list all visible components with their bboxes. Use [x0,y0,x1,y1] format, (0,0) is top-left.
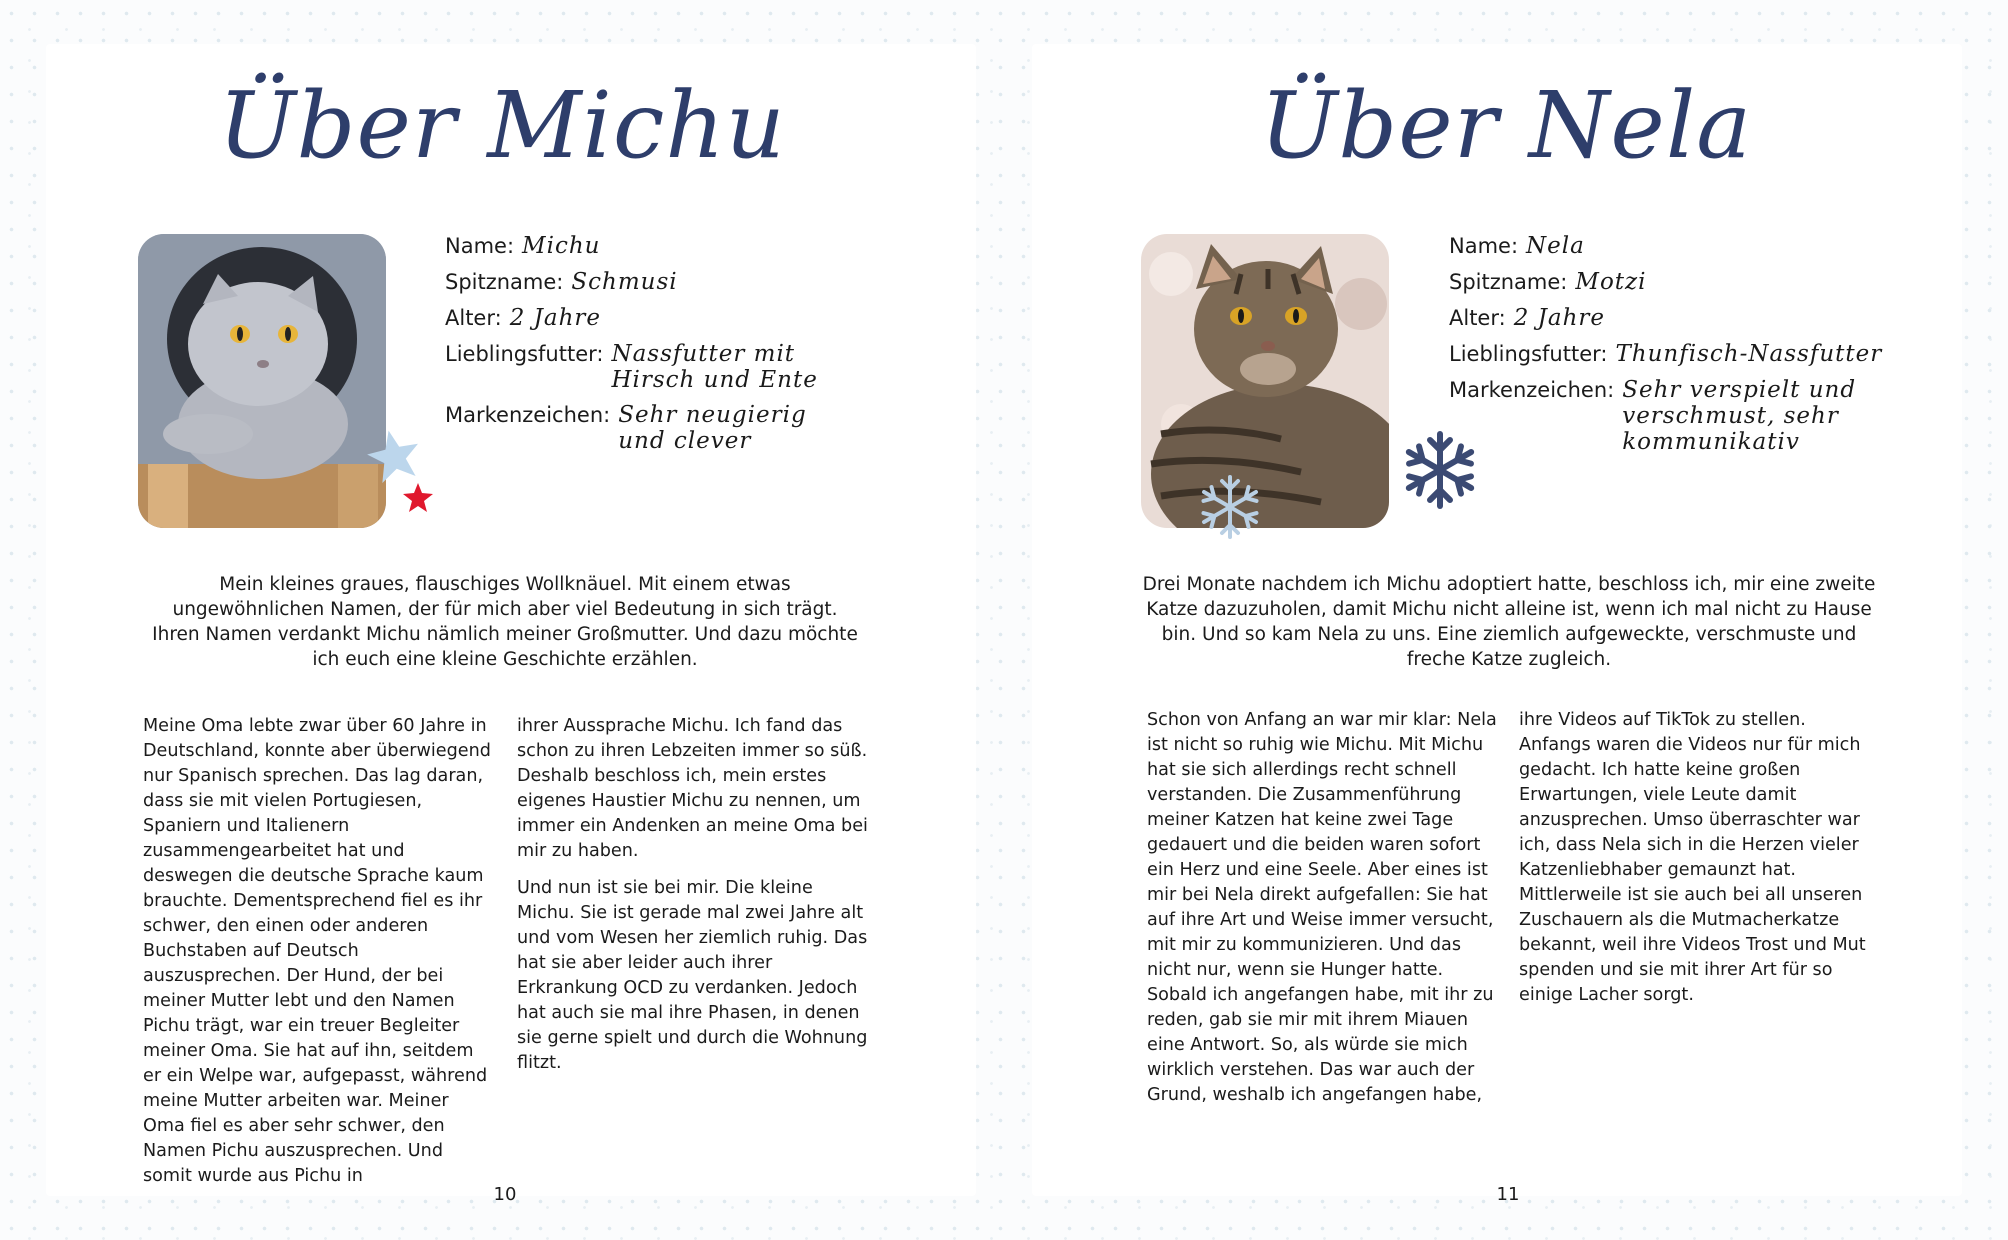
fact-age: Alter: 2 Jahre [1449,305,1605,331]
cat-photo-nela [1141,234,1389,528]
profile-facts [445,228,945,454]
text-column-1 [1147,708,1499,1120]
star-icon [366,428,422,486]
text-column-2 [1519,708,1871,1020]
page-title: Über Nela [1259,72,1753,179]
fact-favorite-food: Lieblingsfutter: Nassfutter mit Hirsch und Ente [445,341,818,393]
page-number: 10 [493,1184,517,1205]
fact-age: Alter: 2 Jahre [445,305,601,331]
page-number: 11 [1496,1184,1520,1205]
intro-paragraph: Mein kleines graues, flauschiges Wollknäuel. Mit einem etwas ungewöhnlichen Namen, der für mich aber viel Bedeutung in sich trägt. Ihren Namen verdankt Michu nämlich meiner Großmutter. Und dazu möchte ich euch eine kleine Geschichte erzählen. [152,574,858,670]
paragraph: Und nun ist sie bei mir. Die kleine Michu. Sie ist gerade mal zwei Jahre alt und vom Wesen her ziemlich ruhig. Das hat sie aber leider auch ihrer Erkrankung OCD zu verdanken. Jedoch hat auch sie mal ihre Phasen, in denen sie gerne spielt und durch die Wohnung flitzt. [517,878,868,1073]
fact-trademark: Markenzeichen: Sehr verspielt und verschmust, sehr kommunikativ [1449,377,1857,455]
text-column-1 [143,714,495,1201]
fact-nickname: Spitzname: Schmusi [445,269,678,295]
fact-nickname: Spitzname: Motzi [1449,269,1647,295]
intro-paragraph: Drei Monate nachdem ich Michu adoptiert hatte, beschloss ich, mir eine zweite Katze dazuzuholen, damit Michu nicht alleine ist, wenn ich mal nicht zu Hause bin. Und so kam Nela zu uns. Eine ziemlich aufgeweckte, verschmuste und freche Katze zugleich. [1142,574,1876,670]
snowflake-icon [1195,472,1265,542]
profile-facts [1449,228,1969,455]
fact-name: Name: Michu [445,233,601,259]
paragraph: Schon von Anfang an war mir klar: Nela ist nicht so ruhig wie Michu. Mit Michu hat sie sich allerdings recht schnell verstanden. Die Zusammenführung meiner Katzen hat keine zwei Tage gedauert und die beiden waren sofort ein Herz und eine Seele. Aber eines ist mir bei Nela direkt aufgefallen: Sie hat auf ihre Art und Weise immer versucht, mit mir zu kommunizieren. Und das nicht nur, wenn sie Hunger hatte. Sobald ich angefangen habe, mit ihr zu reden, gab sie mir mit ihrem Miauen eine Antwort. So, als würde sie mich wirklich verstehen. Das war auch der Grund, weshalb ich angefangen habe, [1147,710,1497,1105]
cat-photo-michu [138,234,386,528]
star-icon [402,482,434,514]
paragraph: Meine Oma lebte zwar über 60 Jahre in Deutschland, konnte aber überwiegend nur Spanisch sprechen. Das lag daran, dass sie mit vielen Portugiesen, Spaniern und Italienern zusammengearbeitet hat und deswegen die deutsche Sprache kaum brauchte. Dementsprechend fiel es ihr schwer, den einen oder anderen Buchstaben auf Deutsch auszusprechen. Der Hund, der bei meiner Mutter lebt und den Namen Pichu trägt, war ein treuer Begleiter meiner Oma. Sie hat auf ihn, seitdem er ein Welpe war, aufgepasst, während meine Mutter arbeiten war. Meiner Oma fiel es aber sehr schwer, den Namen Pichu auszusprechen. Und somit wurde aus Pichu in [143,716,491,1186]
page-right [1004,0,2008,1240]
fact-favorite-food: Lieblingsfutter: Thunfisch-Nassfutter [1449,341,1883,367]
fact-trademark: Markenzeichen: Sehr neugierig und clever [445,402,807,454]
fact-name: Name: Nela [1449,233,1585,259]
paragraph: ihre Videos auf TikTok zu stellen. Anfangs waren die Videos nur für mich gedacht. Ich hatte keine großen Erwartungen, viele Leute damit anzusprechen. Umso überraschter war ich, dass Nela sich in die Herzen vieler Katzenliebhaber gemaunzt hat. Mittlerweile ist sie auch bei all unseren Zuschauern als die Mutmacherkatze bekannt, weil ihre Videos Trost und Mut spenden und sie mit ihrer Art für so einige Lacher sorgt. [1519,710,1866,1005]
text-column-2 [517,714,869,1088]
page-title: Über Michu [218,72,786,179]
paragraph: ihrer Aussprache Michu. Ich fand das schon zu ihren Lebzeiten immer so süß. Deshalb beschloss ich, mein erstes eigenes Haustier Michu zu nennen, um immer ein Andenken an meine Oma bei mir zu haben. [517,716,868,861]
